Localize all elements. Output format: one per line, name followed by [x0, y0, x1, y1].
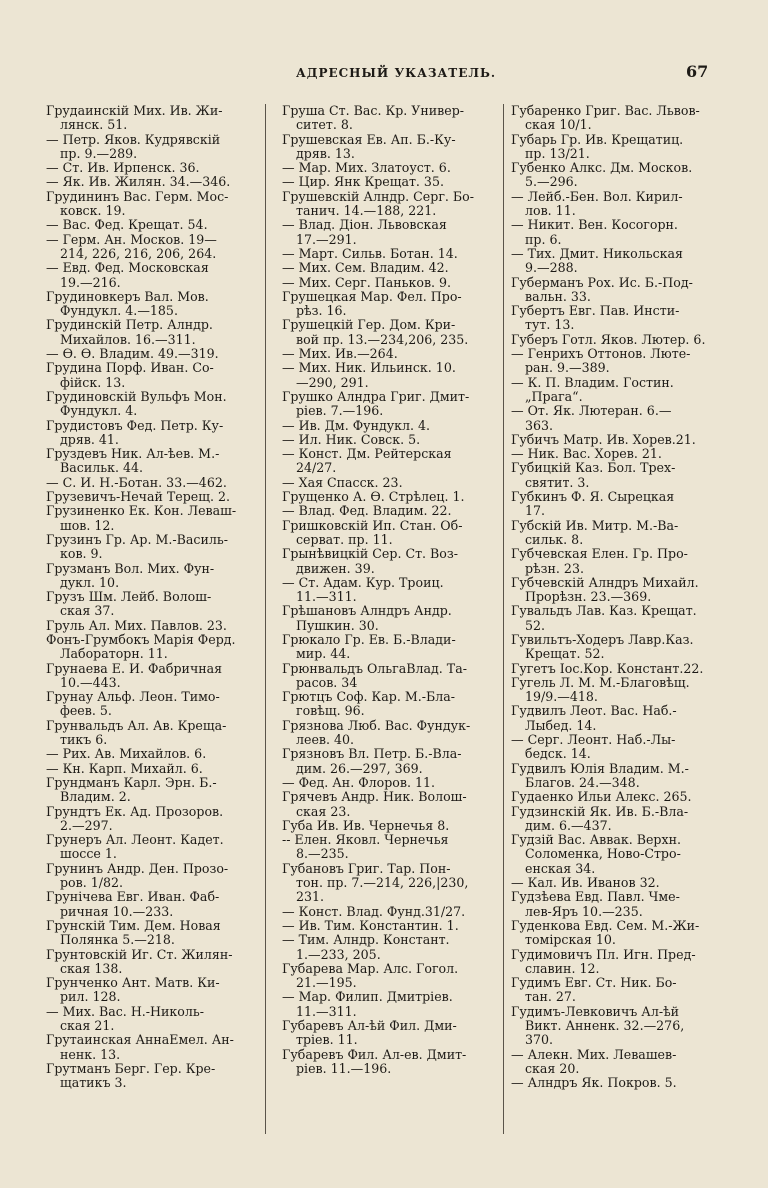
directory-line: 10.—443.	[60, 675, 121, 690]
directory-line: 9.—288.	[525, 261, 578, 276]
directory-line: — Петр. Яков. Кудрявскій	[46, 132, 221, 147]
directory-line: рѣзн. 23.	[525, 561, 584, 576]
directory-line: Грудиновскій Вульфъ Мон.	[46, 389, 227, 404]
directory-line: Губкинъ Ф. Я. Сырецкая	[511, 490, 675, 505]
directory-line: Губаревъ Фил. Ал-ев. Дмит-	[282, 1047, 467, 1062]
directory-line: расов. 34	[296, 675, 358, 690]
directory-line: пр. 6.	[525, 232, 562, 247]
column-1	[46, 104, 262, 1090]
directory-line: Гудимъ-Левковичъ Ал-ѣй	[511, 1004, 680, 1019]
directory-line: шов. 12.	[60, 518, 115, 533]
directory-line: движен. 39.	[296, 561, 375, 576]
directory-line: енская 34.	[525, 861, 596, 876]
directory-line: Губаревъ Ал-ѣй Фил. Дми-	[282, 1019, 457, 1033]
directory-line: 21.—195.	[296, 976, 357, 991]
directory-line: рѣз. 16.	[296, 304, 347, 319]
directory-line: леев. 40.	[296, 733, 355, 748]
directory-line: Грудина Порф. Иван. Со-	[46, 361, 214, 376]
directory-line: — Мар. Мих. Златоуст. 6.	[282, 161, 451, 176]
directory-line: Грутаинская АннаЕмел. Ан-	[46, 1033, 234, 1048]
directory-line: Грунскій Тим. Дем. Новая	[46, 918, 221, 933]
page-number: 67	[686, 62, 709, 81]
directory-line: — Фед. Ан. Флоров. 11.	[282, 775, 436, 790]
directory-line: Грунвальдъ Ал. Ав. Креща-	[46, 718, 227, 733]
directory-line: Грютцъ Соф. Кар. М.-Бла-	[282, 690, 456, 705]
directory-line: — Ст. Адам. Кур. Троиц.	[282, 575, 444, 590]
directory-line: вой пр. 13.—234,206, 235.	[296, 332, 469, 347]
directory-line: рил. 128.	[60, 990, 121, 1005]
directory-line: Грунченко Ант. Матв. Ки-	[46, 976, 220, 991]
directory-line: Грячевъ Андр. Ник. Волош-	[282, 790, 467, 805]
directory-line: Грунинъ Андр. Ден. Прозо-	[46, 861, 229, 876]
directory-line: Лабораторн. 11.	[60, 647, 168, 662]
directory-line: — Мих. Серг. Паньков. 9.	[282, 275, 452, 290]
directory-line: славин. 12.	[525, 961, 600, 976]
directory-line: Грудаинскій Мих. Ив. Жи-	[46, 104, 223, 118]
directory-line: Грушецкая Мар. Фел. Про-	[282, 289, 462, 304]
directory-line: Гудзій Вас. Аввак. Верхн.	[511, 833, 681, 848]
directory-line: дим. 26.—297, 369.	[296, 761, 423, 776]
directory-line: ріев. 11.—196.	[296, 1061, 392, 1076]
directory-line: Гудвилъ Леот. Вас. Наб.-	[511, 704, 677, 719]
directory-line: — Генрихъ Оттонов. Люте-	[511, 347, 691, 362]
directory-line: — Ст. Ив. Ирпенск. 36.	[46, 161, 200, 176]
directory-line: Грузманъ Вол. Мих. Фун-	[46, 561, 215, 576]
directory-line: — Алндръ Як. Покров. 5.	[511, 1076, 677, 1091]
directory-line: Грѣшановъ Алндръ Андр.	[282, 604, 452, 619]
directory-line: святит. 3.	[525, 475, 590, 490]
directory-line: 363.	[525, 418, 554, 433]
directory-line: — Евд. Фед. Московская	[46, 261, 209, 276]
directory-line: Гришковскій Ип. Стан. Об-	[282, 518, 463, 533]
directory-line: — Мих. Сем. Владим. 42.	[282, 261, 449, 276]
directory-line: Губертъ Евг. Пав. Инсти-	[511, 304, 680, 319]
directory-line: Губчевскій Алндръ Михайл.	[511, 575, 699, 590]
directory-line: ненк. 13.	[60, 1047, 121, 1062]
directory-line: Грюнвальдъ ОльгаВлад. Та-	[282, 661, 467, 676]
directory-line: ковск. 19.	[60, 204, 126, 219]
directory-line: серват. пр. 11.	[296, 532, 393, 547]
directory-line: Грюкало Гр. Ев. Б.-Влади-	[282, 632, 456, 647]
directory-line: Губичъ Матр. Ив. Хорев.21.	[511, 432, 696, 447]
directory-line: ская 138.	[60, 961, 123, 976]
directory-line: ричная 10.—233.	[60, 904, 174, 919]
directory-line: Грунау Альф. Леон. Тимо-	[46, 690, 220, 705]
directory-line: Грундтъ Ек. Ад. Прозоров.	[46, 804, 224, 819]
directory-line: — Тим. Алндр. Констант.	[282, 933, 450, 948]
directory-line: — От. Як. Лютеран. 6.—	[511, 404, 672, 419]
directory-line: ріев. 7.—196.	[296, 404, 384, 419]
directory-line: пр. 13/21.	[525, 146, 590, 161]
directory-line: тріев. 11.	[296, 1033, 358, 1048]
directory-line: Грушецкій Гер. Дом. Кри-	[282, 318, 456, 333]
directory-line: Грушко Алндра Григ. Дмит-	[282, 389, 470, 404]
directory-line: Грудинскій Петр. Алндр.	[46, 318, 213, 333]
directory-line: ская 20.	[525, 1061, 580, 1076]
directory-line: Губановъ Григ. Тар. Пон-	[282, 861, 451, 876]
directory-line: -- Елен. Яковл. Чернечья	[282, 833, 449, 848]
directory-line: — Ѳ. Ѳ. Владим. 49.—319.	[46, 347, 219, 362]
directory-line: Гувильтъ-Ходеръ Лавр.Каз.	[511, 632, 694, 647]
directory-line: Грутманъ Берг. Гер. Кре-	[46, 1061, 216, 1076]
directory-line: — Никит. Вен. Косогорн.	[511, 218, 678, 233]
directory-line: Губа Ив. Ив. Чернечья 8.	[282, 818, 450, 833]
directory-line: тан. 27.	[525, 990, 576, 1005]
directory-line: Грунаева Е. И. Фабричная	[46, 661, 223, 676]
directory-line: Гудвилъ Юлія Владим. М.-	[511, 761, 689, 776]
directory-line: лов. 11.	[525, 204, 576, 219]
directory-line: Грунтовскій Иг. Ст. Жилян-	[46, 947, 233, 962]
directory-line: Груша Ст. Вас. Кр. Универ-	[282, 104, 465, 118]
directory-line: томірская 10.	[525, 933, 616, 948]
directory-line: ская 10/1.	[525, 118, 592, 133]
directory-line: 19.—216.	[60, 275, 121, 290]
directory-line: — Кал. Ив. Иванов 32.	[511, 876, 660, 891]
directory-line: ская 21.	[60, 1019, 115, 1033]
directory-line: —290, 291.	[296, 375, 369, 390]
directory-line: Грынѣвицкій Сер. Ст. Воз-	[282, 547, 459, 562]
directory-line: Грязновъ Вл. Петр. Б.-Вла-	[282, 747, 462, 762]
directory-line: тон. пр. 7.—214, 226,|230,	[296, 876, 469, 891]
directory-line: Губеръ Готл. Яков. Лютер. 6.	[511, 332, 706, 347]
directory-line: 19/9.—418.	[525, 690, 598, 705]
directory-line: 11.—311.	[296, 590, 357, 605]
directory-line: — Алекн. Мих. Левашев-	[511, 1047, 677, 1062]
directory-line: ран. 9.—389.	[525, 361, 610, 376]
directory-line: Грудининъ Вас. Герм. Мос-	[46, 189, 229, 204]
directory-line: Михайлов. 16.—311.	[60, 332, 196, 347]
directory-line: 214, 226, 216, 206, 264.	[60, 246, 217, 261]
directory-line: 370.	[525, 1033, 554, 1048]
directory-line: Грунеръ Ал. Леонт. Кадет.	[46, 833, 224, 848]
directory-line: лев-Яръ 10.—235.	[525, 904, 643, 919]
directory-line: — Мих. Ив.—264.	[282, 347, 398, 362]
directory-line: дряв. 41.	[60, 432, 119, 447]
column-3	[511, 104, 733, 1090]
directory-line: Губчевская Елен. Гр. Про-	[511, 547, 688, 562]
directory-line: — Ник. Вас. Хорев. 21.	[511, 447, 662, 462]
directory-line: — Влад. Фед. Владим. 22.	[282, 504, 452, 519]
directory-line: Гугетъ Іос.Кор. Констант.22.	[511, 661, 704, 676]
directory-line: фійск. 13.	[60, 375, 126, 390]
directory-line: — К. П. Владим. Гостин.	[511, 375, 674, 390]
directory-line: ситет. 8.	[296, 118, 353, 133]
directory-line: 52.	[525, 618, 546, 633]
directory-line: — Влад. Діон. Львовская	[282, 218, 447, 233]
directory-line: Груль Ал. Мих. Павлов. 23.	[46, 618, 227, 633]
page-header	[0, 62, 768, 86]
directory-line: — Мих. Вас. Н.-Николь-	[46, 1004, 204, 1019]
directory-line: — Ил. Ник. Совск. 5.	[282, 432, 421, 447]
directory-line: Грузевичъ-Нечай Терещ. 2.	[46, 490, 230, 505]
column-2	[282, 104, 502, 1076]
directory-line: тут. 13.	[525, 318, 575, 333]
directory-line: 24/27.	[296, 461, 337, 476]
directory-line: Грушевская Ев. Ап. Б.-Ку-	[282, 132, 456, 147]
directory-line: феев. 5.	[60, 704, 112, 719]
directory-line: — Ив. Дм. Фундукл. 4.	[282, 418, 431, 433]
directory-line: Губаренко Григ. Вас. Львов-	[511, 104, 700, 118]
directory-line: Груздевъ Ник. Ал-ѣев. М.-	[46, 447, 220, 462]
directory-line: Губенко Алкс. Дм. Москов.	[511, 161, 693, 176]
directory-line: Полянка 5.—218.	[60, 933, 175, 948]
directory-line: ков. 9.	[60, 547, 103, 562]
directory-line: 17.—291.	[296, 232, 357, 247]
directory-line: Фонъ-Грумбокъ Марія Ферд.	[46, 632, 236, 647]
directory-line: 1.—233, 205.	[296, 947, 381, 962]
directory-line: — Герм. Ан. Москов. 19—	[46, 232, 217, 247]
directory-line: дим. 6.—437.	[525, 818, 612, 833]
directory-line: Гувальдъ Лав. Каз. Крещат.	[511, 604, 697, 619]
directory-line: Грудистовъ Фед. Петр. Ку-	[46, 418, 224, 433]
directory-line: 231.	[296, 890, 325, 905]
directory-line: тикъ 6.	[60, 733, 108, 748]
directory-line: — Мих. Ник. Ильинск. 10.	[282, 361, 456, 376]
directory-line: танич. 14.—188, 221.	[296, 204, 437, 219]
directory-line: — Вас. Фед. Крещат. 54.	[46, 218, 208, 233]
directory-line: пр. 9.—289.	[60, 146, 138, 161]
directory-line: Соломенка, Ново-Стро-	[525, 847, 681, 862]
directory-line: вальн. 33.	[525, 289, 591, 304]
directory-line: дряв. 13.	[296, 146, 355, 161]
directory-line: — Тих. Дмит. Никольская	[511, 246, 683, 261]
directory-line: Губскій Ив. Митр. М.-Ва-	[511, 518, 679, 533]
directory-line: Благов. 24.—348.	[525, 775, 640, 790]
directory-line: Гудимовичъ Пл. Игн. Пред-	[511, 947, 696, 962]
directory-line: Грущенко А. Ѳ. Стрѣлец. 1.	[282, 490, 465, 505]
directory-line: — Мар. Филип. Дмитріев.	[282, 990, 453, 1005]
directory-line: Лыбед. 14.	[525, 718, 597, 733]
directory-line: Крещат. 52.	[525, 647, 605, 662]
directory-line: ская 23.	[296, 804, 351, 819]
directory-line: — Март. Сильв. Ботан. 14.	[282, 246, 458, 261]
directory-line: „Прага“.	[525, 389, 583, 404]
directory-line: говѣщ. 96.	[296, 704, 365, 719]
directory-line: — Конст. Дм. Рейтерская	[282, 447, 452, 462]
directory-line: Грундманъ Карл. Эрн. Б.-	[46, 775, 217, 790]
directory-line: Губарь Гр. Ив. Крещатиц.	[511, 132, 684, 147]
directory-line: — Кн. Карп. Михайл. 6.	[46, 761, 203, 776]
directory-line: Грузинъ Гр. Ар. М.-Василь-	[46, 532, 228, 547]
directory-line: — Лейб.-Бен. Вол. Кирил-	[511, 189, 683, 204]
directory-line: сильк. 8.	[525, 532, 584, 547]
directory-line: Гугель Л. М. М.-Благовѣщ.	[511, 675, 690, 690]
directory-line: лянск. 51.	[60, 118, 128, 133]
directory-line: Грушевскій Алндр. Серг. Бо-	[282, 189, 475, 204]
directory-line: — Як. Ив. Жилян. 34.—346.	[46, 175, 231, 190]
directory-line: Грудиновкеръ Вал. Мов.	[46, 289, 209, 304]
directory-line: щатикъ 3.	[60, 1076, 127, 1091]
directory-line: ров. 1/82.	[60, 876, 124, 891]
directory-line: Губицкій Каз. Бол. Трех-	[511, 461, 676, 476]
directory-line: Викт. Анненк. 32.—276,	[525, 1019, 685, 1033]
directory-line: дукл. 10.	[60, 575, 120, 590]
directory-line: 2.—297.	[60, 818, 113, 833]
directory-line: Губарева Мар. Алс. Гогол.	[282, 961, 459, 976]
directory-line: — Ив. Тим. Константин. 1.	[282, 918, 459, 933]
directory-line: 11.—311.	[296, 1004, 357, 1019]
directory-line: — Цир. Янк Крещат. 35.	[282, 175, 444, 190]
directory-line: — С. И. Н.-Ботан. 33.—462.	[46, 475, 227, 490]
directory-line: Гудимъ Евг. Ст. Ник. Бо-	[511, 976, 677, 991]
directory-line: Пушкин. 30.	[296, 618, 379, 633]
directory-line: ская 37.	[60, 604, 115, 619]
directory-line: — Хая Спасск. 23.	[282, 475, 403, 490]
directory-line: Прорѣзн. 23.—369.	[525, 590, 652, 605]
directory-line: Грузъ Шм. Лейб. Волош-	[46, 590, 212, 605]
directory-line: — Конст. Влад. Фунд.31/27.	[282, 904, 466, 919]
directory-line: мир. 44.	[296, 647, 351, 662]
column-divider	[503, 104, 504, 1134]
directory-line: Гуденкова Евд. Сем. М.-Жи-	[511, 918, 700, 933]
directory-line: 5.—296.	[525, 175, 578, 190]
directory-line: бедск. 14.	[525, 747, 591, 762]
directory-line: Грузиненко Ек. Кон. Леваш-	[46, 504, 237, 519]
directory-line: Владим. 2.	[60, 790, 131, 805]
directory-line: Фундукл. 4.—185.	[60, 304, 178, 319]
directory-line: Грязнова Люб. Вас. Фундук-	[282, 718, 471, 733]
directory-line: 8.—235.	[296, 847, 349, 862]
directory-line: — Серг. Леонт. Наб.-Лы-	[511, 733, 676, 748]
column-divider	[265, 104, 266, 1134]
directory-line: Гудзинскій Як. Ив. Б.-Вла-	[511, 804, 689, 819]
running-title: АДРЕСНЫЙ УКАЗАТЕЛЬ.	[296, 66, 497, 80]
directory-line: Грунічева Евг. Иван. Фаб-	[46, 890, 220, 905]
directory-line: Гудзѣева Евд. Павл. Чме-	[511, 890, 680, 905]
directory-line: шоссе 1.	[60, 847, 117, 862]
directory-line: Гудаенко Ильи Алекс. 265.	[511, 790, 692, 805]
directory-line: Васильк. 44.	[60, 461, 143, 476]
directory-line: Губерманъ Рох. Ис. Б.-Под-	[511, 275, 693, 290]
directory-line: 17.	[525, 504, 546, 519]
directory-line: — Рих. Ав. Михайлов. 6.	[46, 747, 207, 762]
directory-line: Фундукл. 4.	[60, 404, 138, 419]
